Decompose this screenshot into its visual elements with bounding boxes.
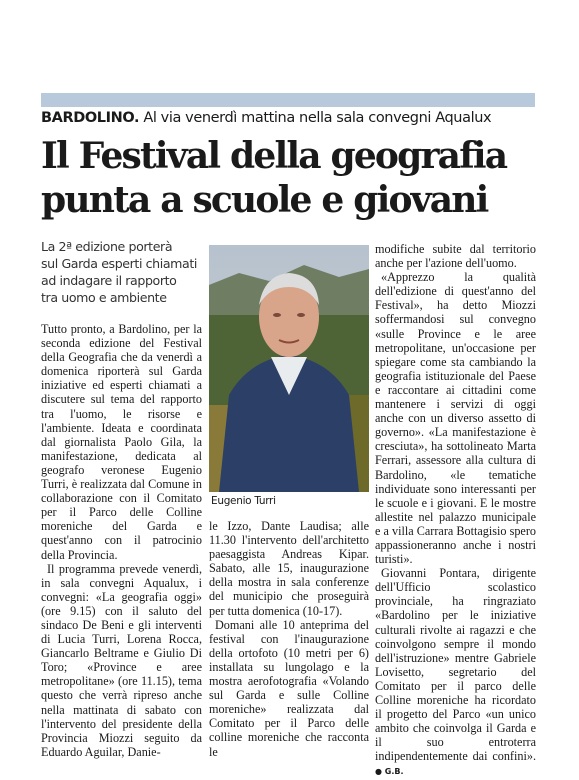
portrait-illustration [209,245,369,492]
section-header-bar [41,93,535,107]
subhead-line: ad indagare il rapporto [41,273,177,288]
kicker-text: Al via venerdì mattina nella sala convegni Aqualux [143,110,492,126]
body-paragraph [375,566,536,779]
body-paragraph: Domani alle 10 anteprima del festival con l'inaugurazione della ortofoto (10 metri per 6) installata su lungolago e la mostra aerofotografia «Volando sul Garda e sulle Colline moreniche» realizzata dal Comitato per il Parco delle colline moreniche che racconta le [209,617,369,759]
article-column-2 [209,519,369,759]
body-paragraph: «Apprezzo la qualità dell'edizione di quest'anno del Festival», ha detto Miozzi soffermandosi sul convegno «sulle Province e le aree metropolitane, un'occasione per spiegare come sta cambiando la geografia istituzionale del Paese e raccontare ai cittadini come mantenere i servizi di oggi anche con un diverso assetto di governo». «La manifestazione è cresciuta», ha sottolineato Marta Ferrari, assessore alla cultura di Bardolino, «le tematiche individuate sono interessanti per le scuole e i giovani. E le mostre allestite nel palazzo municipale e a villa Carrara Bottagisio spero appassioneranno anche i nostri turisti». [375,270,536,567]
subhead-line: tra uomo e ambiente [41,290,167,305]
kicker-location: BARDOLINO. [41,110,140,126]
portrait-photo [209,245,369,492]
subhead-line: La 2ª edizione porterà [41,239,173,254]
subheadline [41,238,203,306]
subhead-line: sul Garda esperti chiamati [41,256,198,271]
body-paragraph: Tutto pronto, a Bardolino, per la seconda edizione del Festival della Geografia che da venerdì a domenica riporterà sul Garda iniziative ed esperti chiamati a discutere sul tema del rapporto tra l'uomo, le risorse e l'ambiente. Ideata e coordinata dal giornalista Paolo Gila, la manifestazione, dedicata al geografo veronese Eugenio Turri, è realizzata dal Comune in collaborazione con il Comitato per il Parco delle Colline moreniche del Garda e quest'anno con il patrocinio della Provincia. [41,322,202,562]
body-paragraph: modifiche subite dal territorio anche per l'azione dell'uomo. [375,242,536,271]
headline-line-2: punta a scuole e giovani [41,179,488,221]
photo-caption: Eugenio Turri [211,495,276,507]
article-column-1 [41,322,202,759]
kicker [41,110,541,126]
body-paragraph: Il programma prevede venerdì, in sala convegni Aqualux, i convegni: «La geografia oggi» (ore 9.15) con il saluto del sindaco De Beni e gli interventi di Lucia Turri, Lorena Rocca, Giancarlo Beltrame e Giulio Di Toro; «Province e aree metropolitane» (ore 11.15), tema questo che verrà ripreso anche nella mattinata di sabato con l'intervento del presidente della Provincia Miozzi seguito da Eduardo Aguilar, Danie- [41,561,202,759]
author-signature: ● G.B. [375,767,404,777]
body-paragraph: le Izzo, Dante Laudisa; alle 11.30 l'intervento dell'architetto paesaggista Andreas Kipar. Sabato, alle 15, inaugurazione della mostra in sala conferenze del municipio che proseguirà per tutta domenica (10-17). [209,519,369,618]
article-column-3 [375,242,536,780]
headline [41,134,541,222]
body-paragraph-text: Giovanni Pontara, dirigente dell'Ufficio scolastico provinciale, ha ringraziato «Bardolino per le iniziative culturali rivolte ai ragazzi e che coinvolgono sempre il mondo dell'istruzione» mentre Gabriele Lovisetto, segretario del Comitato per il parco delle Colline moreniche ha ricordato il progetto del Parco «un unico ambito che coinvolga il Garda e il suo entroterra indipendentemente dai confini». [375,566,536,764]
headline-line-1: Il Festival della geografia [41,135,507,177]
